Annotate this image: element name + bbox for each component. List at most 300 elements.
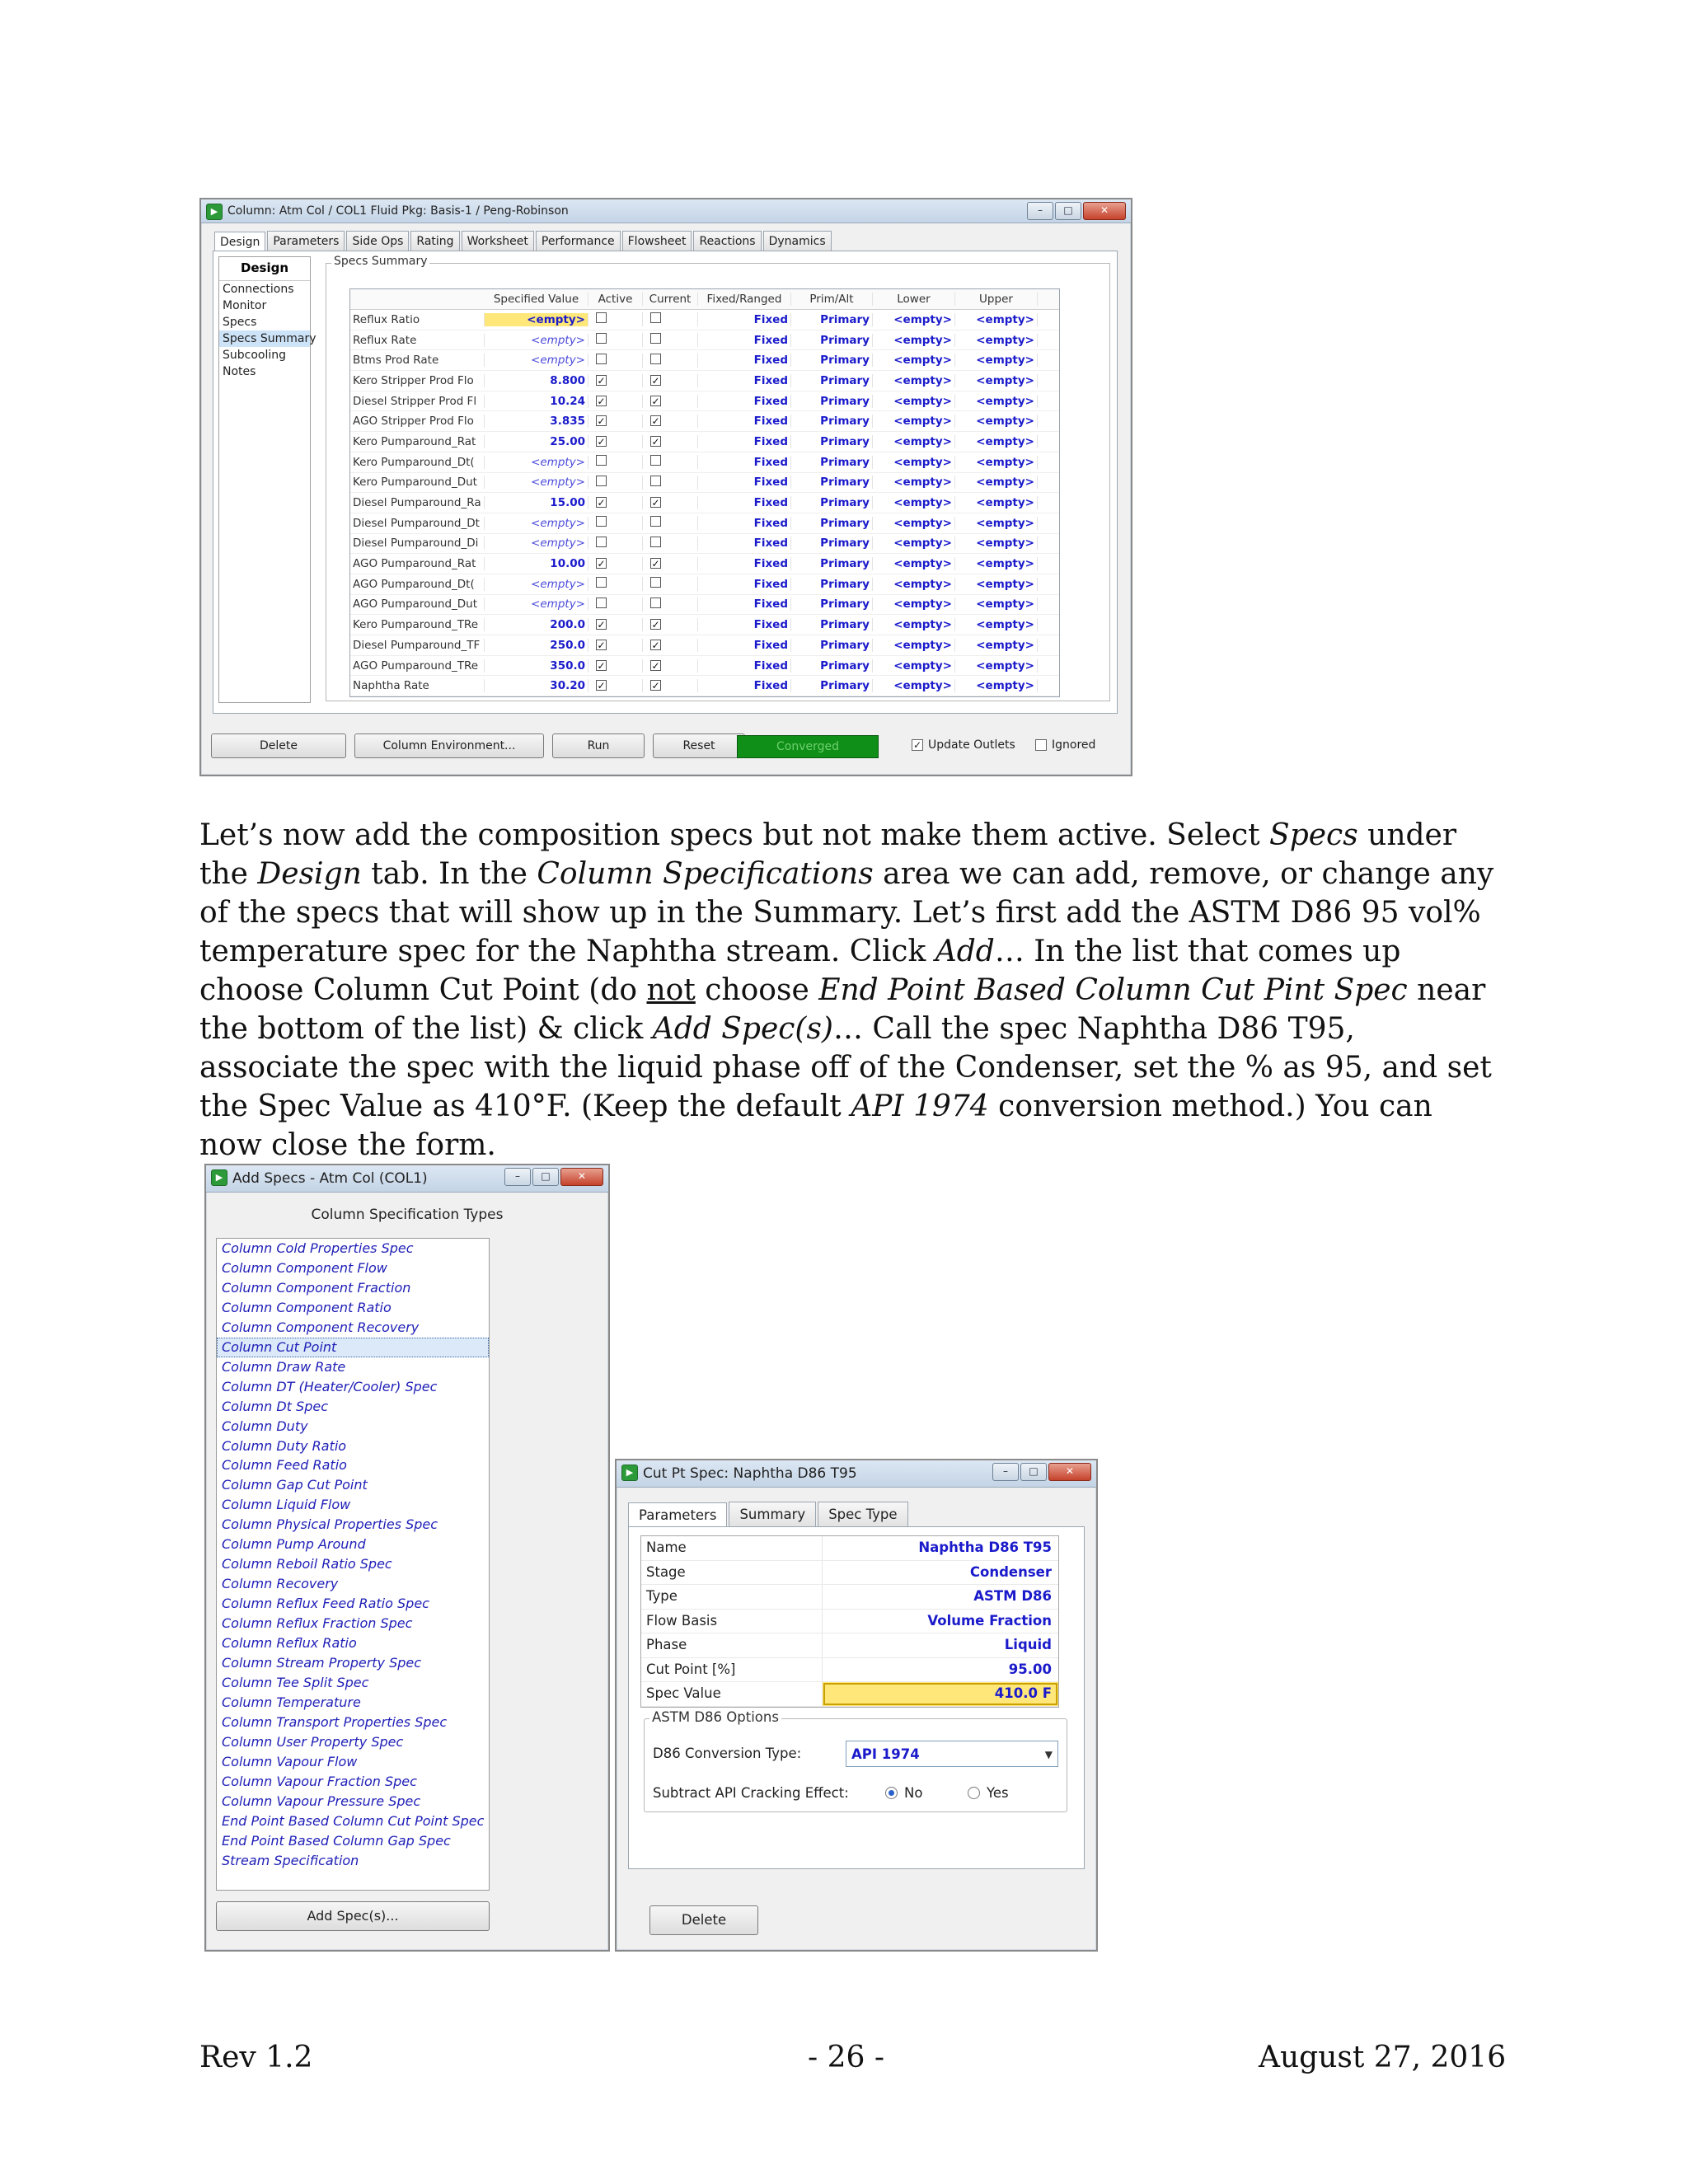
table-row[interactable] [350,432,1059,452]
lower-cell: <empty> [873,395,955,408]
update-outlets-checkbox[interactable] [912,738,1015,752]
checkbox-checked-icon[interactable]: ✓ [651,497,660,509]
run-button[interactable]: Run [552,733,645,758]
spec-name-cell: Kero Pumparound_Rat [350,435,485,448]
title-bar[interactable] [206,1165,608,1193]
current-cell[interactable] [643,537,698,551]
list-header: Column Specification Types [311,1207,504,1223]
minimize-icon[interactable]: – [1027,202,1053,220]
table-row[interactable] [350,371,1059,391]
checkbox-empty-icon [1035,739,1047,751]
parameter-row[interactable] [641,1561,1058,1586]
parameter-value[interactable]: 95.00 [1008,1661,1052,1677]
column-header: Active [588,293,643,306]
specified-value-cell[interactable]: <empty> [485,578,588,591]
nav-item-specs-summary[interactable]: Specs Summary [219,330,310,347]
lower-cell: <empty> [873,537,955,550]
specified-value-cell[interactable]: 10.00 [485,557,588,570]
current-cell[interactable] [643,374,698,387]
minimize-icon[interactable]: – [992,1463,1019,1481]
column-header: Current [643,293,698,306]
spec-name-cell: Diesel Pumparound_Di [350,537,485,550]
parameter-name: Cut Point [%] [641,1658,823,1682]
parameter-value[interactable]: Condenser [969,1563,1052,1580]
lower-cell: <empty> [873,313,955,326]
parameter-name: Name [641,1536,823,1560]
active-cell[interactable] [588,354,643,368]
upper-cell: <empty> [955,334,1038,347]
active-cell[interactable] [588,312,643,326]
radio-yes[interactable] [968,1785,1009,1801]
fixed-ranged-cell: Fixed [698,354,791,367]
lower-cell: <empty> [873,334,955,347]
checkbox-checked-icon[interactable]: ✓ [597,619,606,631]
specified-value-cell[interactable]: <empty> [485,313,588,326]
active-cell[interactable] [588,639,643,652]
cut-point-spec-window [615,1459,1098,1952]
current-cell[interactable] [643,476,698,490]
parameter-name: Flow Basis [641,1610,823,1633]
list-item[interactable]: Column Component Recovery [222,1319,420,1335]
parameter-name: Phase [641,1633,823,1657]
spec-name-cell: AGO Stripper Prod Flo [350,415,485,428]
checkbox-empty-icon[interactable] [596,598,607,608]
parameter-row[interactable] [641,1536,1058,1561]
parameter-row[interactable] [641,1585,1058,1610]
fixed-ranged-cell: Fixed [698,517,791,530]
maximize-icon[interactable]: □ [1020,1463,1047,1481]
upper-cell: <empty> [955,496,1038,509]
parameter-row[interactable] [641,1658,1058,1683]
table-row[interactable] [350,513,1059,534]
active-cell[interactable] [588,333,643,347]
fixed-ranged-cell: Fixed [698,313,791,326]
checkbox-empty-icon[interactable] [650,598,661,608]
checkbox-empty-icon[interactable] [596,577,607,588]
checkbox-empty-icon[interactable] [650,455,661,466]
list-item[interactable]: Column Reflux Ratio [222,1635,357,1652]
prim-alt-cell: Primary [791,456,873,469]
list-item[interactable]: Column Vapour Pressure Spec [222,1793,421,1809]
window-title: Cut Pt Spec: Naphtha D86 T95 [643,1465,857,1482]
tab-performance[interactable]: Performance [536,231,621,251]
checkbox-checked-icon[interactable]: ✓ [597,497,606,509]
close-icon[interactable]: ✕ [560,1168,603,1186]
tab-flowsheet[interactable]: Flowsheet [622,231,692,251]
add-specs-window [204,1164,610,1952]
prim-alt-cell: Primary [791,557,873,570]
list-item[interactable]: Column Dt Spec [222,1398,328,1414]
active-cell[interactable] [588,476,643,490]
checkbox-empty-icon[interactable] [596,333,607,344]
specified-value-cell[interactable]: <empty> [485,517,588,530]
table-row[interactable] [350,493,1059,513]
spec-name-cell: Diesel Pumparound_Dt [350,517,485,530]
lower-cell: <empty> [873,476,955,489]
tab-summary[interactable]: Summary [729,1502,816,1526]
design-panel [213,251,1118,714]
column-header: Fixed/Ranged [698,293,791,306]
list-item[interactable]: Column Draw Rate [222,1358,346,1375]
prim-alt-cell: Primary [791,618,873,631]
radio-selected-icon [885,1787,898,1799]
upper-cell: <empty> [955,354,1038,367]
conversion-type-select[interactable] [846,1741,1058,1767]
fixed-ranged-cell: Fixed [698,334,791,347]
checkbox-checked-icon[interactable]: ✓ [651,435,660,448]
prim-alt-cell: Primary [791,395,873,408]
parameter-value[interactable]: Liquid [1004,1637,1052,1652]
active-cell[interactable] [588,516,643,530]
app-icon: ▶ [206,204,223,220]
upper-cell: <empty> [955,537,1038,550]
current-cell[interactable] [643,312,698,326]
checkbox-empty-icon[interactable] [650,354,661,364]
upper-cell: <empty> [955,374,1038,387]
upper-cell: <empty> [955,517,1038,530]
fixed-ranged-cell: Fixed [698,598,791,611]
reset-button[interactable]: Reset [653,733,745,758]
active-cell[interactable] [588,679,643,692]
checkbox-empty-icon[interactable] [650,333,661,344]
parameter-name: Stage [641,1561,823,1585]
radio-yes-label: Yes [987,1785,1009,1801]
list-item[interactable]: Column DT (Heater/Cooler) Spec [222,1378,438,1394]
prim-alt-cell: Primary [791,537,873,550]
current-cell[interactable] [643,333,698,347]
checkbox-checked-icon[interactable]: ✓ [651,659,660,672]
title-bar[interactable] [617,1460,1096,1488]
active-cell[interactable] [588,618,643,631]
checkbox-checked-icon[interactable]: ✓ [651,415,660,428]
tab-rating[interactable]: Rating [410,231,459,251]
list-item[interactable]: Column Temperature [222,1694,361,1710]
nav-item-connections[interactable]: Connections [223,283,294,296]
spec-name-cell: Diesel Pumparound_TF [350,639,485,652]
spec-name-cell: Reflux Ratio [350,313,485,326]
column-header: Lower [873,293,955,306]
table-row[interactable] [350,411,1059,432]
specified-value-cell[interactable]: 15.00 [485,496,588,509]
current-cell[interactable] [643,557,698,570]
spec-name-cell: Reflux Rate [350,334,485,347]
spec-name-cell: Diesel Pumparound_Ra [350,496,485,509]
active-cell[interactable] [588,415,643,428]
close-icon[interactable]: ✕ [1048,1463,1091,1481]
table-row[interactable] [350,310,1059,330]
active-cell[interactable] [588,598,643,612]
window-title: Add Specs - Atm Col (COL1) [232,1170,428,1187]
lower-cell: <empty> [873,639,955,652]
list-item[interactable]: End Point Based Column Gap Spec [222,1832,451,1849]
checkbox-empty-icon[interactable] [650,476,661,486]
lower-cell: <empty> [873,598,955,611]
specified-value-cell[interactable]: 30.20 [485,679,588,692]
checkbox-checked-icon[interactable]: ✓ [651,639,660,651]
list-item[interactable]: Column Gap Cut Point [222,1477,368,1493]
table-row[interactable] [350,635,1059,656]
list-item[interactable]: Column Component Ratio [222,1299,392,1315]
list-item[interactable]: Column Physical Properties Spec [222,1516,438,1533]
prim-alt-cell: Primary [791,415,873,428]
checkbox-empty-icon[interactable] [596,537,607,547]
tab-design[interactable]: Design [214,232,265,251]
checkbox-checked-icon[interactable]: ✓ [651,395,660,407]
current-cell[interactable] [643,496,698,509]
list-item[interactable]: Column Transport Properties Spec [222,1713,448,1730]
footer-page-number: - 26 - [808,2041,885,2074]
specified-value-cell[interactable]: 350.0 [485,659,588,673]
lower-cell: <empty> [873,517,955,530]
spec-name-cell: Btms Prod Rate [350,354,485,367]
current-cell[interactable] [643,679,698,692]
checkbox-checked-icon[interactable]: ✓ [597,659,606,672]
specified-value-cell[interactable]: 200.0 [485,618,588,631]
prim-alt-cell: Primary [791,476,873,489]
specified-value-cell[interactable]: 250.0 [485,639,588,652]
checkbox-empty-icon[interactable] [596,312,607,323]
checkbox-empty-icon[interactable] [596,476,607,486]
tab-bar [628,1502,910,1526]
add-specs-button[interactable]: Add Spec(s)... [216,1901,490,1931]
active-cell[interactable] [588,496,643,509]
fixed-ranged-cell: Fixed [698,618,791,631]
parameter-value[interactable]: 410.0 F [823,1682,1058,1706]
current-cell[interactable] [643,455,698,469]
column-environment-button[interactable]: Column Environment... [354,733,544,758]
chevron-down-icon: ▼ [1044,1749,1053,1760]
checkbox-checked-icon[interactable]: ✓ [597,395,606,407]
parameter-value[interactable]: Naphtha D86 T95 [918,1540,1052,1555]
delete-button[interactable]: Delete [649,1905,758,1935]
nav-item-subcooling[interactable]: Subcooling [223,349,287,362]
spec-name-cell: Kero Pumparound_TRe [350,618,485,631]
tab-spec-type[interactable]: Spec Type [818,1502,907,1526]
update-outlets-label: Update Outlets [928,738,1015,752]
specified-value-cell[interactable]: <empty> [485,537,588,550]
specified-value-cell[interactable]: 3.835 [485,415,588,428]
table-row[interactable] [350,473,1059,494]
list-item[interactable]: Column Duty [222,1418,308,1434]
fixed-ranged-cell: Fixed [698,679,791,692]
specified-value-cell[interactable]: <empty> [485,456,588,469]
list-item[interactable]: Column Cold Properties Spec [222,1240,414,1256]
column-specs-window [199,198,1132,776]
current-cell[interactable] [643,435,698,448]
checkbox-empty-icon[interactable] [650,516,661,527]
spec-type-list[interactable] [216,1238,490,1891]
current-cell[interactable] [643,354,698,368]
title-bar[interactable] [201,199,1131,223]
spec-name-cell: Diesel Stripper Prod Fl [350,395,485,408]
prim-alt-cell: Primary [791,598,873,611]
tab-reactions[interactable]: Reactions [693,231,761,251]
tab-bar [214,231,833,251]
prim-alt-cell: Primary [791,435,873,448]
upper-cell: <empty> [955,679,1038,692]
prim-alt-cell: Primary [791,578,873,591]
checkbox-checked-icon[interactable]: ✓ [651,680,660,692]
footer-revision: Rev 1.2 [199,2041,313,2074]
checkbox-checked-icon[interactable]: ✓ [651,374,660,387]
tab-worksheet[interactable]: Worksheet [462,231,534,251]
checkbox-checked-icon[interactable]: ✓ [597,558,606,570]
checkbox-checked-icon[interactable]: ✓ [597,639,606,651]
group-label: ASTM D86 Options [649,1709,781,1725]
footer-date: August 27, 2016 [1259,2041,1507,2074]
list-item[interactable]: Column Liquid Flow [222,1497,351,1513]
checkbox-checked-icon[interactable]: ✓ [597,374,606,387]
checkbox-checked-icon[interactable]: ✓ [651,619,660,631]
specified-value-cell[interactable]: 10.24 [485,395,588,408]
prim-alt-cell: Primary [791,639,873,652]
lower-cell: <empty> [873,578,955,591]
parameter-row[interactable] [641,1633,1058,1658]
status-badge: Converged [737,735,879,758]
checkbox-empty-icon[interactable] [596,455,607,466]
active-cell[interactable] [588,557,643,570]
specified-value-cell[interactable]: <empty> [485,476,588,489]
table-row[interactable] [350,350,1059,371]
checkbox-empty-icon[interactable] [650,537,661,547]
active-cell[interactable] [588,577,643,591]
list-item[interactable]: Column Duty Ratio [222,1437,347,1454]
delete-button[interactable]: Delete [211,733,346,758]
table-row[interactable] [350,534,1059,555]
specified-value-cell[interactable]: <empty> [485,354,588,367]
lower-cell: <empty> [873,496,955,509]
active-cell[interactable] [588,395,643,408]
lower-cell: <empty> [873,415,955,428]
column-header: Upper [955,293,1038,306]
active-cell[interactable] [588,435,643,448]
upper-cell: <empty> [955,618,1038,631]
parameters-table [640,1535,1059,1708]
parameter-row[interactable] [641,1682,1058,1707]
spec-name-cell: Kero Stripper Prod Flo [350,374,485,387]
fixed-ranged-cell: Fixed [698,639,791,652]
list-item[interactable]: Column Component Flow [222,1259,387,1276]
tab-side-ops[interactable]: Side Ops [346,231,409,251]
checkbox-empty-icon[interactable] [650,577,661,588]
maximize-icon[interactable]: □ [532,1168,559,1186]
nav-item-specs[interactable]: Specs [223,316,257,329]
spec-name-cell: Kero Pumparound_Dut [350,476,485,489]
table-row[interactable] [350,676,1059,696]
list-item[interactable]: Column Component Fraction [222,1279,411,1296]
list-item[interactable]: Column User Property Spec [222,1733,404,1750]
list-item[interactable]: Column Stream Property Spec [222,1655,422,1671]
specified-value-cell[interactable]: 25.00 [485,435,588,448]
prim-alt-cell: Primary [791,517,873,530]
specified-value-cell[interactable]: <empty> [485,598,588,611]
checkbox-checked-icon[interactable]: ✓ [597,415,606,428]
checkbox-checked-icon[interactable]: ✓ [597,435,606,448]
nav-header: Design [219,257,310,281]
current-cell[interactable] [643,577,698,591]
specified-value-cell[interactable]: 8.800 [485,374,588,387]
fixed-ranged-cell: Fixed [698,476,791,489]
current-cell[interactable] [643,516,698,530]
current-cell[interactable] [643,598,698,612]
table-row[interactable] [350,452,1059,473]
table-row[interactable] [350,615,1059,635]
conversion-type-value: API 1974 [851,1746,920,1762]
prim-alt-cell: Primary [791,496,873,509]
list-item[interactable]: Column Reflux Feed Ratio Spec [222,1596,429,1612]
specs-grid [349,288,1060,697]
tab-parameters[interactable]: Parameters [267,231,345,251]
active-cell[interactable] [588,537,643,551]
radio-unselected-icon [968,1787,980,1799]
tab-dynamics[interactable]: Dynamics [763,231,832,251]
prim-alt-cell: Primary [791,354,873,367]
spec-name-cell: Naphtha Rate [350,679,485,692]
checkbox-checked-icon[interactable]: ✓ [597,680,606,692]
list-item[interactable]: Column Vapour Fraction Spec [222,1773,417,1789]
radio-no[interactable] [885,1785,922,1801]
list-item[interactable]: Column Cut Point [217,1338,489,1357]
list-item[interactable]: Column Pump Around [222,1536,366,1553]
specified-value-cell[interactable]: <empty> [485,334,588,347]
nav-item-monitor[interactable]: Monitor [223,299,267,312]
list-item[interactable]: End Point Based Column Cut Point Spec [222,1812,485,1829]
list-item[interactable]: Column Reboil Ratio Spec [222,1556,392,1572]
active-cell[interactable] [588,659,643,673]
list-item[interactable]: Column Recovery [222,1576,339,1592]
table-row[interactable] [350,595,1059,616]
list-item[interactable]: Column Vapour Flow [222,1753,358,1769]
active-cell[interactable] [588,374,643,387]
minimize-icon[interactable]: – [504,1168,531,1186]
group-label: Specs Summary [331,255,429,268]
current-cell[interactable] [643,395,698,408]
upper-cell: <empty> [955,415,1038,428]
close-icon[interactable]: ✕ [1083,202,1126,220]
prim-alt-cell: Primary [791,313,873,326]
list-item[interactable]: Stream Specification [222,1852,359,1868]
ignored-checkbox[interactable] [1035,738,1095,752]
maximize-icon[interactable]: □ [1055,202,1081,220]
checkbox-empty-icon[interactable] [596,516,607,527]
table-row[interactable] [350,656,1059,677]
app-icon: ▶ [621,1465,638,1481]
current-cell[interactable] [643,659,698,673]
parameter-row[interactable] [641,1610,1058,1634]
checkbox-empty-icon[interactable] [650,312,661,323]
list-item[interactable]: Column Tee Split Spec [222,1674,369,1690]
fixed-ranged-cell: Fixed [698,659,791,673]
list-item[interactable]: Column Reflux Fraction Spec [222,1615,413,1632]
parameter-value[interactable]: Volume Fraction [927,1612,1052,1629]
table-row[interactable] [350,391,1059,412]
active-cell[interactable] [588,455,643,469]
current-cell[interactable] [643,618,698,631]
tab-parameters[interactable]: Parameters [628,1502,727,1527]
checkbox-empty-icon[interactable] [596,354,607,364]
nav-item-notes[interactable]: Notes [223,365,256,378]
checkbox-checked-icon[interactable]: ✓ [651,558,660,570]
table-row[interactable] [350,574,1059,595]
table-row[interactable] [350,554,1059,574]
current-cell[interactable] [643,415,698,428]
parameter-value[interactable]: ASTM D86 [973,1588,1052,1604]
specs-summary-group [326,255,1110,701]
table-row[interactable] [350,330,1059,351]
list-item[interactable]: Column Feed Ratio [222,1457,347,1474]
current-cell[interactable] [643,639,698,652]
instruction-paragraph: Let’s now add the composition specs but not make them active. Select Specs under the Design tab. In the Column Specifications area we can add, remove, or change any of the specs that will show up in the Summary. Let’s first add the ASTM D86 95 vol% temperature spec for the Naphtha stream. Click Add… In the list that comes up choose Column Cut Point (do not choose End Point Based Column Cut Pint Spec near the bottom of the list) & click Add Spec(s)… Call the spec Naphtha D86 T95, associate the spec with the liquid phase off of the Condenser, set the % as 95, and set the Spec Value as 410°F. (Keep the default API 1974 conversion method.) You can now close the form. [199,818,1494,1162]
